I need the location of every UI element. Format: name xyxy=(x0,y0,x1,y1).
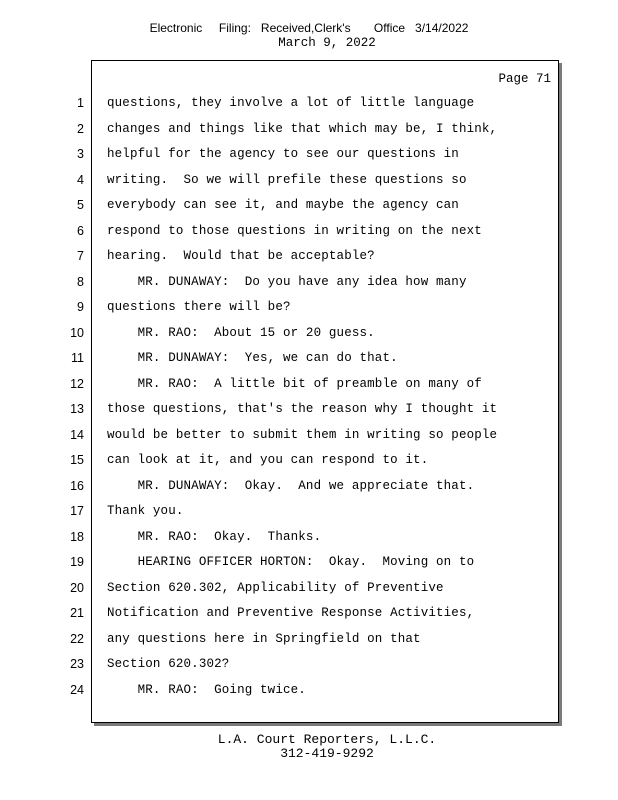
transcript-date: March 9, 2022 xyxy=(278,36,376,50)
transcript-lines xyxy=(0,90,618,702)
line-text: Notification and Preventive Response Activities, xyxy=(107,606,475,620)
line-number: 21 xyxy=(70,606,84,620)
line-number: 17 xyxy=(70,504,84,518)
line-number: 7 xyxy=(77,249,84,263)
line-number: 18 xyxy=(70,529,84,544)
line-text: MR. RAO: Going twice. xyxy=(107,682,306,697)
transcript-line xyxy=(0,269,618,295)
line-number: 20 xyxy=(70,580,84,595)
transcript-line xyxy=(0,498,618,524)
line-number: 6 xyxy=(77,223,84,238)
line-text: MR. DUNAWAY: Yes, we can do that. xyxy=(107,351,398,365)
line-number: 16 xyxy=(70,478,84,493)
line-text: those questions, that's the reason why I thought it xyxy=(107,402,498,416)
transcript-line xyxy=(0,141,618,167)
line-number: 11 xyxy=(71,351,84,365)
line-text: MR. DUNAWAY: Okay. And we appreciate that. xyxy=(107,478,475,493)
page-number: Page 71 xyxy=(498,72,551,86)
line-text: MR. DUNAWAY: Do you have any idea how many xyxy=(107,274,467,289)
line-text: helpful for the agency to see our questions in xyxy=(107,147,459,161)
transcript-line xyxy=(0,167,618,193)
line-text: changes and things like that which may be, I think, xyxy=(107,121,498,136)
line-number: 23 xyxy=(70,657,84,671)
transcript-line xyxy=(0,422,618,448)
line-number: 24 xyxy=(70,682,84,697)
transcript-line xyxy=(0,549,618,575)
reporter-phone: 312-419-9292 xyxy=(280,746,374,761)
line-text: any questions here in Springfield on that xyxy=(107,631,421,646)
transcript-line xyxy=(0,447,618,473)
line-number: 15 xyxy=(70,453,84,467)
transcript-line xyxy=(0,371,618,397)
line-text: MR. RAO: Okay. Thanks. xyxy=(107,529,322,544)
line-text: MR. RAO: A little bit of preamble on many of xyxy=(107,376,482,391)
line-text: can look at it, and you can respond to it. xyxy=(107,453,429,467)
line-number: 8 xyxy=(77,274,84,289)
line-text: hearing. Would that be acceptable? xyxy=(107,249,375,263)
transcript-line xyxy=(0,192,618,218)
transcript-line xyxy=(0,524,618,550)
line-text: writing. So we will prefile these questions so xyxy=(107,172,467,187)
transcript-line xyxy=(0,116,618,142)
transcript-line xyxy=(0,651,618,677)
line-number: 1 xyxy=(77,96,84,110)
line-text: Section 620.302, Applicability of Preventive xyxy=(107,580,444,595)
line-number: 12 xyxy=(70,376,84,391)
line-number: 13 xyxy=(70,402,84,416)
line-number: 9 xyxy=(77,300,84,314)
line-number: 22 xyxy=(70,631,84,646)
line-text: MR. RAO: About 15 or 20 guess. xyxy=(107,325,375,340)
line-text: Section 620.302? xyxy=(107,657,230,671)
transcript-line xyxy=(0,575,618,601)
transcript-line xyxy=(0,677,618,703)
line-number: 2 xyxy=(77,121,84,136)
transcript-line xyxy=(0,345,618,371)
filing-stamp: Electronic Filing: Received,Clerk's Office 3/14/2022 xyxy=(149,21,469,35)
line-text: everybody can see it, and maybe the agency can xyxy=(107,198,459,212)
transcript-line xyxy=(0,320,618,346)
transcript-line xyxy=(0,396,618,422)
line-number: 14 xyxy=(70,427,84,442)
line-text: respond to those questions in writing on the next xyxy=(107,223,482,238)
line-text: questions there will be? xyxy=(107,300,291,314)
transcript-line xyxy=(0,294,618,320)
line-text: questions, they involve a lot of little language xyxy=(107,96,475,110)
reporter-company: L.A. Court Reporters, L.L.C. xyxy=(217,732,437,747)
line-number: 10 xyxy=(70,325,84,340)
transcript-line xyxy=(0,218,618,244)
transcript-line xyxy=(0,473,618,499)
line-number: 19 xyxy=(70,555,84,569)
line-number: 3 xyxy=(77,147,84,161)
line-text: Thank you. xyxy=(107,504,184,518)
reporter-footer xyxy=(0,733,618,761)
line-number: 4 xyxy=(77,172,84,187)
line-number: 5 xyxy=(77,198,84,212)
transcript-line xyxy=(0,90,618,116)
transcript-line xyxy=(0,626,618,652)
line-text: would be better to submit them in writing so people xyxy=(107,427,498,442)
line-text: HEARING OFFICER HORTON: Okay. Moving on to xyxy=(107,555,475,569)
transcript-line xyxy=(0,600,618,626)
transcript-line xyxy=(0,243,618,269)
